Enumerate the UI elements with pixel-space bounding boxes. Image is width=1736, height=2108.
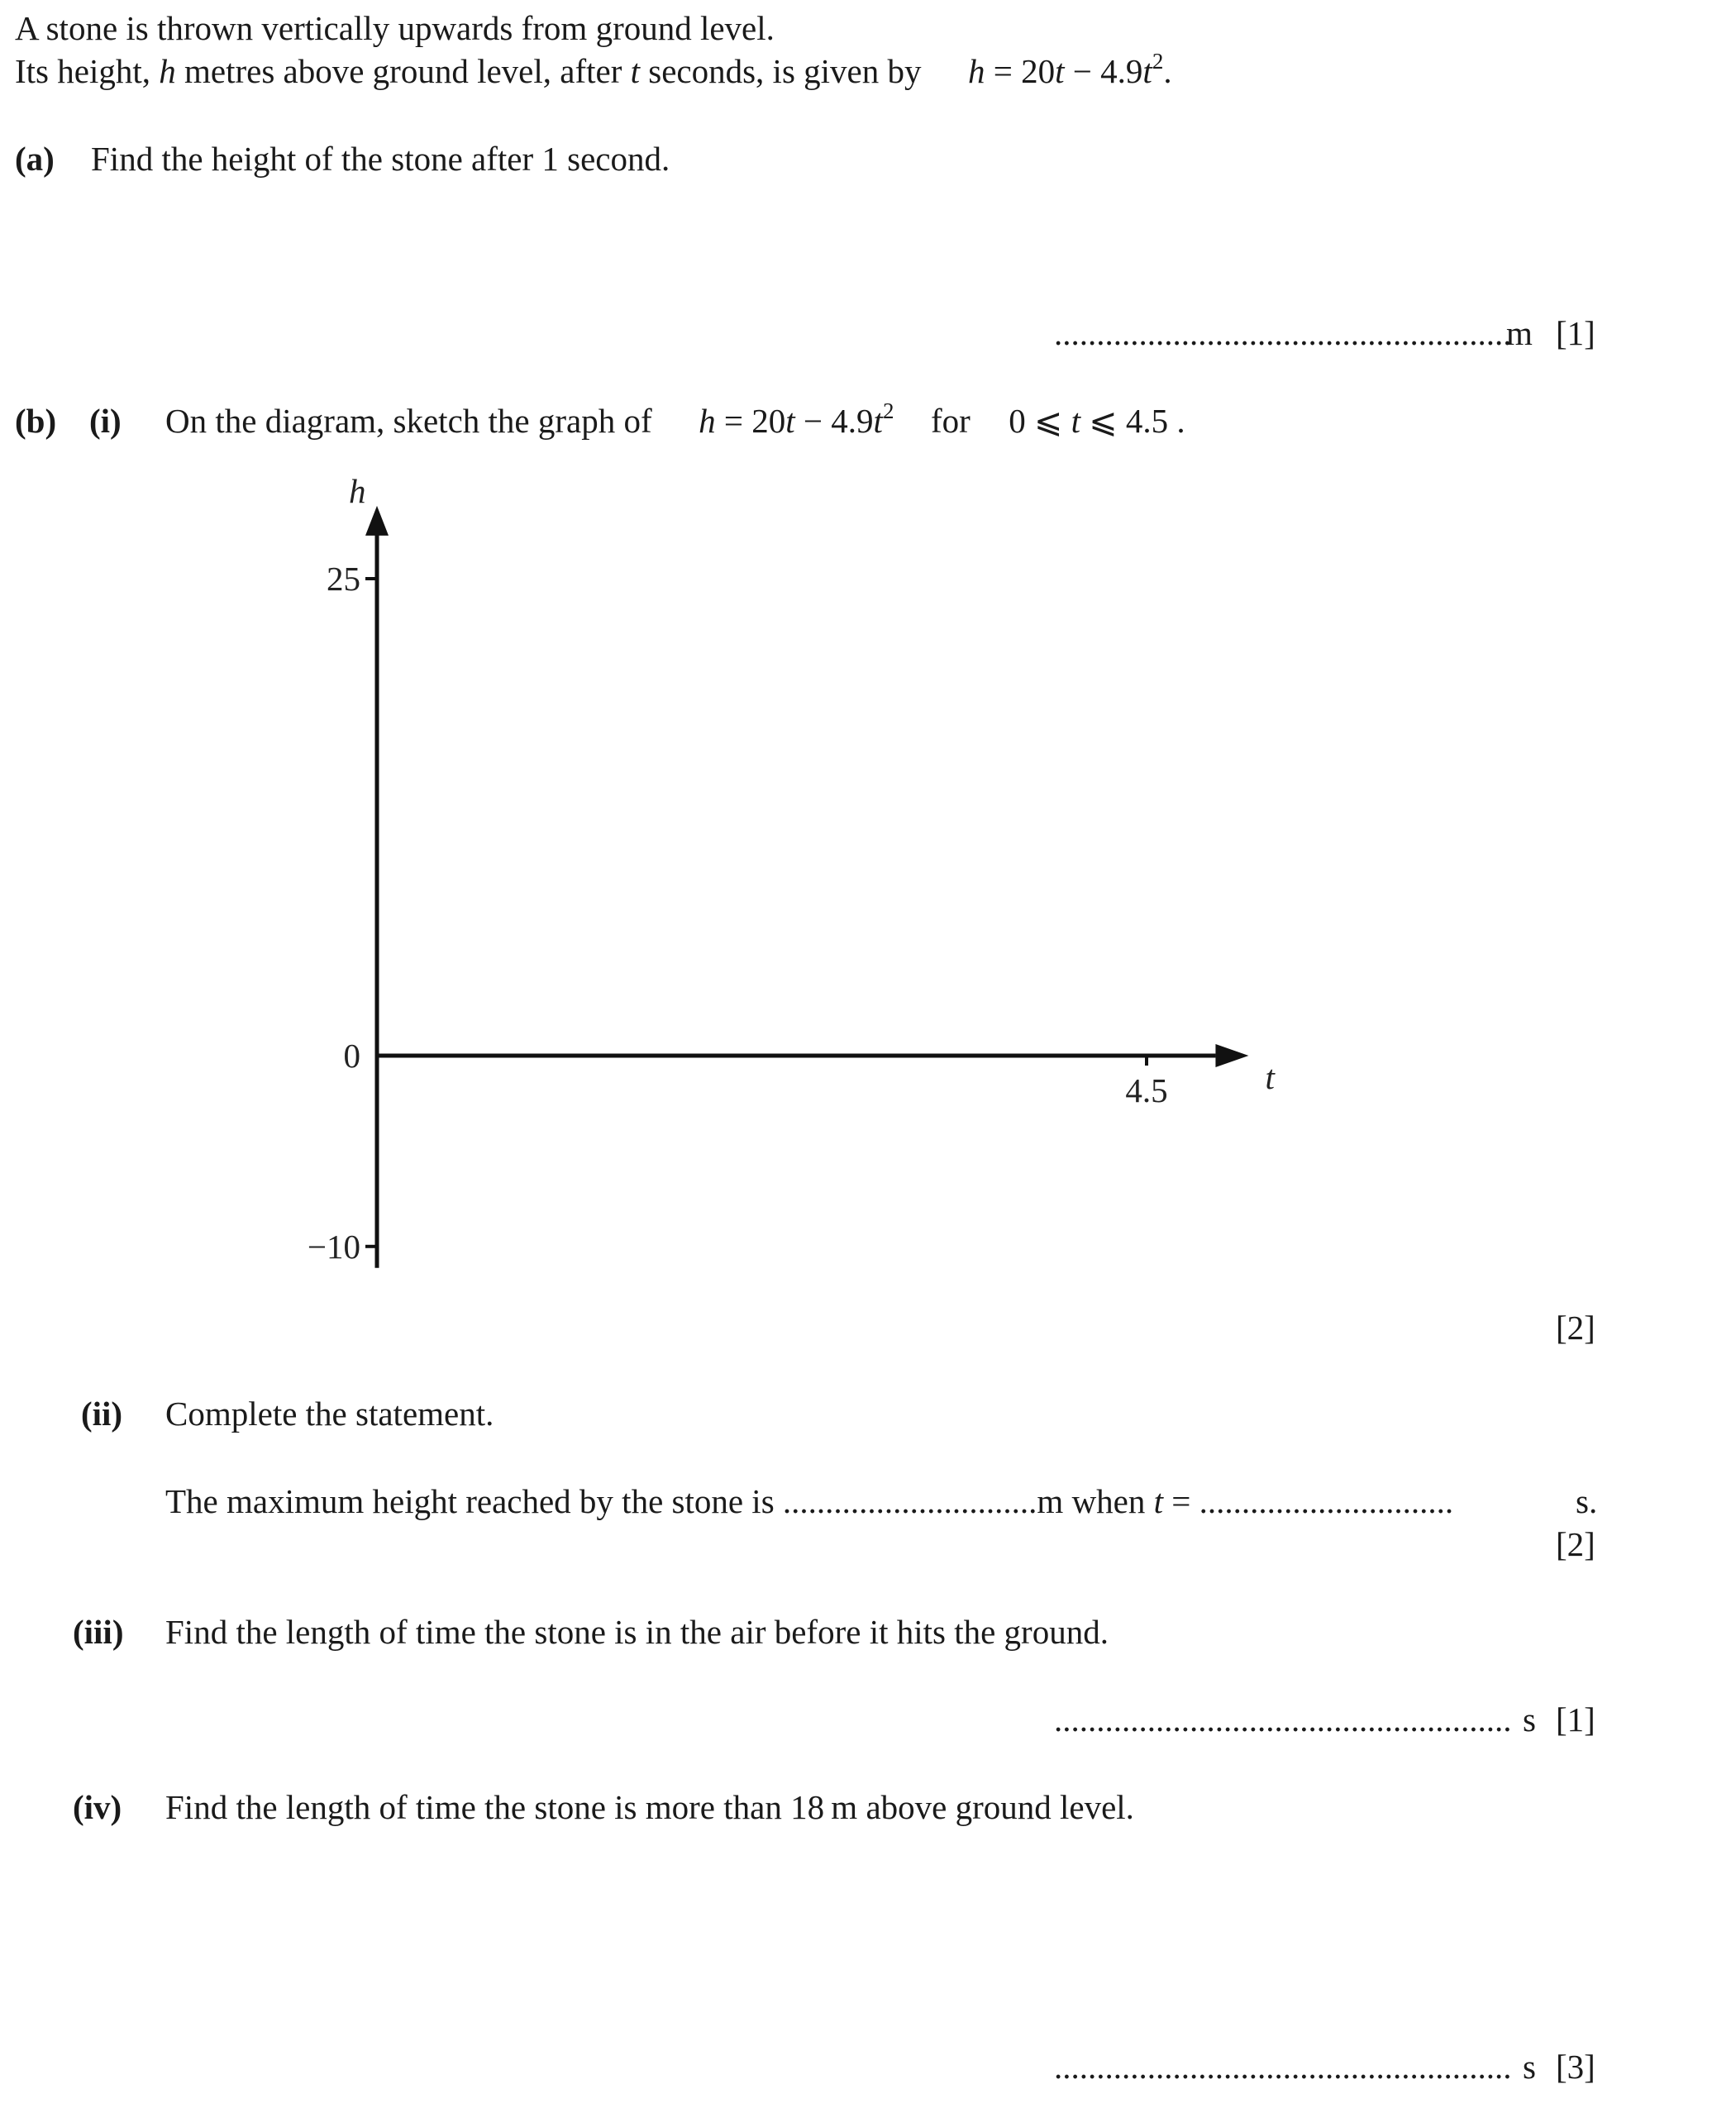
part-b-iv-answer-line[interactable]: ...................................................... bbox=[1054, 2048, 1512, 2086]
intro-line-1: A stone is thrown vertically upwards from ground level. bbox=[15, 9, 775, 47]
part-b-i-marks: [2] bbox=[1556, 1309, 1595, 1347]
part-b-iii-marks: [1] bbox=[1556, 1700, 1595, 1738]
part-b-iii-label: (iii) bbox=[73, 1613, 124, 1651]
max-time-answer[interactable]: .............................. bbox=[1199, 1482, 1454, 1520]
sketch-axes[interactable] bbox=[281, 471, 1275, 1266]
part-b-i-text: On the diagram, sketch the graph of $h = 20t - 4.9t^2$ for 0 ⩽ t ⩽ 4.5 . bbox=[165, 398, 1185, 440]
part-a-label: (a) bbox=[15, 140, 55, 178]
h-axis-arrow bbox=[365, 506, 389, 536]
h-tick-label: −10 bbox=[307, 1227, 360, 1266]
part-a-marks: [1] bbox=[1556, 314, 1595, 352]
max-height-answer[interactable]: .............................. bbox=[782, 1482, 1037, 1520]
t-tick-label: 4.5 bbox=[1125, 1071, 1168, 1109]
intro-line-2: Its height, h metres above ground level, after t seconds, is given by $h = 20t - 4.9t^2$. bbox=[15, 49, 1172, 90]
part-a-answer-line[interactable]: ...................................................... bbox=[1054, 314, 1512, 352]
h-tick-label: 0 bbox=[343, 1037, 360, 1075]
part-b-i-range: 0 ⩽ t ⩽ 4.5 . bbox=[1009, 402, 1185, 440]
part-b-label: (b) bbox=[15, 402, 57, 440]
part-b-ii-unit: s. bbox=[1576, 1482, 1598, 1520]
part-b-ii-statement: The maximum height reached by the stone is ..............................m when t = .............................. bbox=[165, 1482, 1454, 1520]
t-axis-label: t bbox=[1265, 1058, 1275, 1096]
part-b-iii-unit: s bbox=[1523, 1700, 1536, 1738]
part-b-iii-answer-line[interactable]: ...................................................... bbox=[1054, 1700, 1512, 1738]
part-b-ii-text: Complete the statement. bbox=[165, 1395, 494, 1433]
part-b-ii-marks: [2] bbox=[1556, 1525, 1595, 1563]
part-b-iv-text: Find the length of time the stone is more than 18 m above ground level. bbox=[165, 1788, 1134, 1826]
part-b-iv-label: (iv) bbox=[73, 1788, 122, 1826]
t-axis-arrow bbox=[1215, 1044, 1248, 1067]
part-a-unit: m bbox=[1506, 314, 1533, 352]
part-b-i-formula: $h = 20t - 4.9t^2$ bbox=[699, 398, 894, 440]
part-b-iv-marks: [3] bbox=[1556, 2048, 1595, 2086]
part-b-iv-unit: s bbox=[1523, 2048, 1536, 2086]
h-axis-label: h bbox=[349, 471, 366, 510]
h-tick-label: 25 bbox=[327, 560, 360, 598]
part-a-question: Find the height of the stone after 1 second. bbox=[91, 140, 670, 178]
part-b-i-label: (i) bbox=[89, 402, 122, 440]
intro-formula: $h = 20t - 4.9t^2$. bbox=[968, 49, 1172, 90]
part-b-ii-label: (ii) bbox=[81, 1395, 123, 1433]
part-b-iii-text: Find the length of time the stone is in the air before it hits the ground. bbox=[165, 1613, 1109, 1651]
